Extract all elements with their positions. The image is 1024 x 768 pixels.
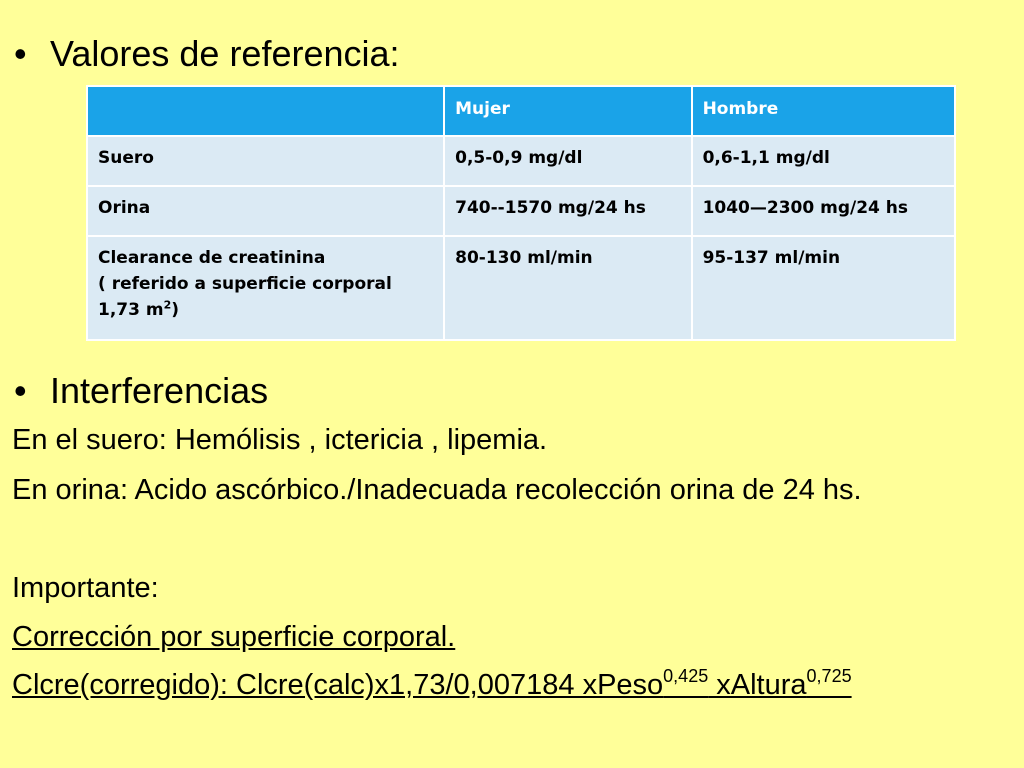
cell-orina-mujer: 740--1570 mg/24 hs xyxy=(444,186,691,236)
heading-valores-de-referencia xyxy=(14,34,400,74)
row-label-orina: Orina xyxy=(87,186,444,236)
reference-values-table xyxy=(86,85,956,341)
heading-text: Interferencias xyxy=(50,370,269,411)
cell-suero-hombre: 0,6-1,1 mg/dl xyxy=(692,136,955,186)
clearance-label-line1: Clearance de creatinina xyxy=(98,248,326,268)
clearance-label-exponent: 2 xyxy=(163,298,172,312)
clearance-label-line2: ( referido a superficie corporal xyxy=(98,274,392,294)
header-cell-hombre: Hombre xyxy=(692,86,955,136)
heading-text: Valores de referencia: xyxy=(50,33,400,74)
formula-exponent-peso: 0,425 xyxy=(663,666,709,686)
header-cell-empty xyxy=(87,86,444,136)
table-row xyxy=(87,186,955,236)
formula-part1: Clcre(corregido): Clcre(calc)x1,73/0,007184 xPeso xyxy=(12,669,664,701)
line-correccion: Corrección por superficie corporal. xyxy=(12,621,456,653)
formula-exponent-altura: 0,725 xyxy=(806,666,852,686)
cell-clearance-hombre: 95-137 ml/min xyxy=(692,236,955,340)
heading-interferencias xyxy=(14,371,268,411)
table-row xyxy=(87,136,955,186)
cell-orina-hombre: 1040—2300 mg/24 hs xyxy=(692,186,955,236)
cell-clearance-mujer: 80-130 ml/min xyxy=(444,236,691,340)
line-orina-interferences: En orina: Acido ascórbico./Inadecuada recolección orina de 24 hs. xyxy=(12,474,862,506)
line-suero-interferences: En el suero: Hemólisis , ictericia , lipemia. xyxy=(12,424,548,456)
bullet-icon: • xyxy=(14,33,27,74)
formula-part2: xAltura xyxy=(708,669,807,701)
table-row xyxy=(87,236,955,340)
table-header-row xyxy=(87,86,955,136)
cell-suero-mujer: 0,5-0,9 mg/dl xyxy=(444,136,691,186)
clearance-label-line3: 1,73 m xyxy=(98,300,164,320)
row-label-suero: Suero xyxy=(87,136,444,186)
clearance-label-close: ) xyxy=(171,300,180,320)
header-cell-mujer: Mujer xyxy=(444,86,691,136)
correction-formula xyxy=(12,668,852,702)
line-importante: Importante: xyxy=(12,572,159,604)
bullet-icon: • xyxy=(14,370,27,411)
row-label-clearance xyxy=(87,236,444,340)
